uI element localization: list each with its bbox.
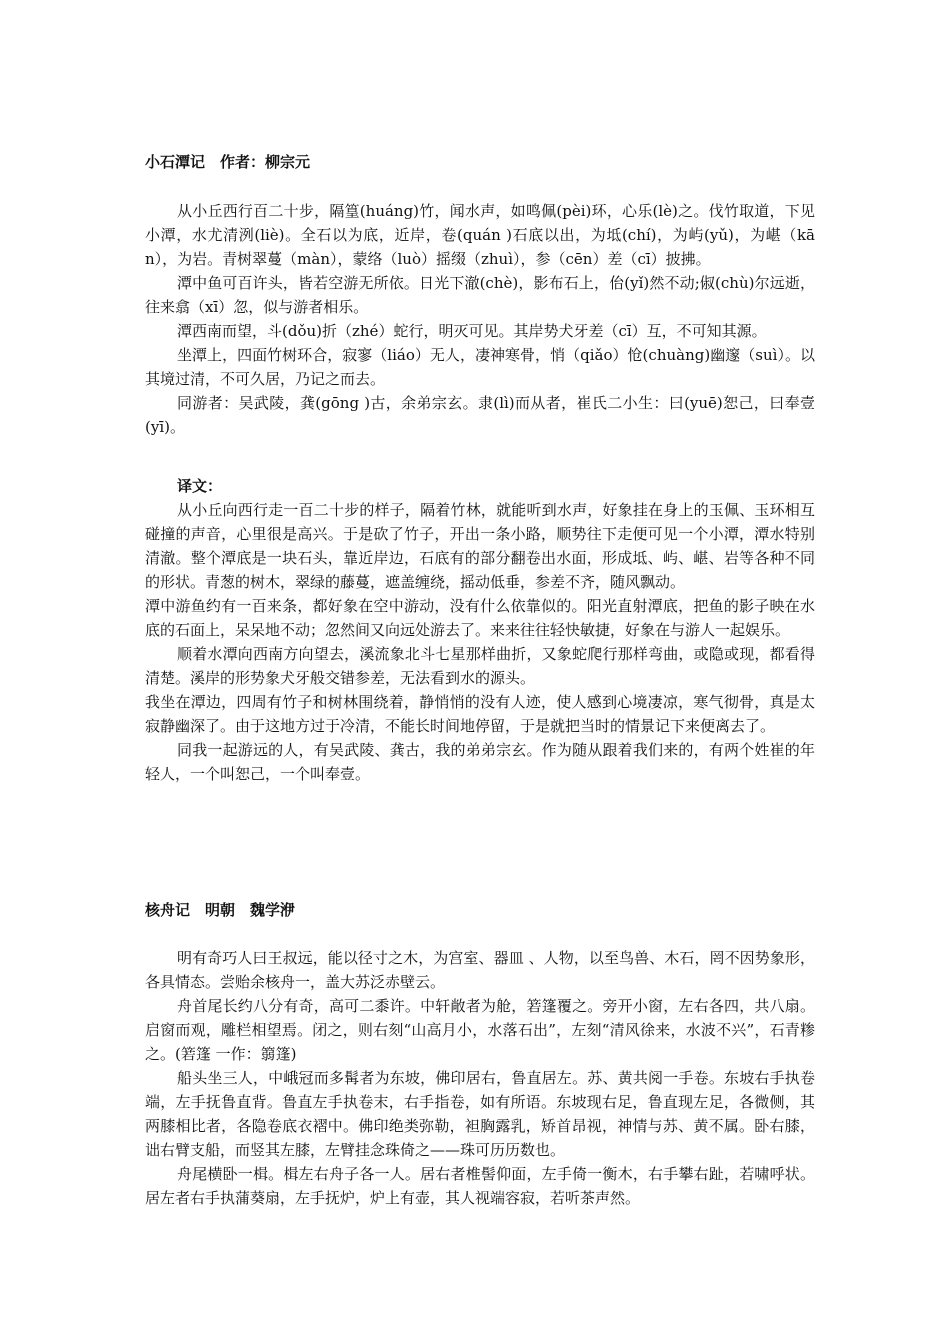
translation-paragraph: 潭中游鱼约有一百来条，都好象在空中游动，没有什么依靠似的。阳光直射潭底，把鱼的影子映在水底的石面上，呆呆地不动；忽然间又向远处游去了。来来往往轻快敏捷，好象在与游人一起娱乐。 <box>145 597 815 639</box>
xiaoshitan-paragraph: 坐潭上，四面竹树环合，寂寥（liáo）无人，凄神寒骨，悄（qiǎo）怆(chuàng)幽邃（suì）。以其境过清，不可久居，乃记之而去。 <box>145 346 815 388</box>
hezhouji-paragraph: 明有奇巧人曰王叔远，能以径寸之木，为宫室、器皿 、人物，以至鸟兽、木石，罔不因势象形，各具情态。尝贻余核舟一，盖大苏泛赤壁云。 <box>145 949 815 991</box>
translation-paragraph: 从小丘向西行走一百二十步的样子，隔着竹林，就能听到水声，好象挂在身上的玉佩、玉环相互碰撞的声音，心里很是高兴。于是砍了竹子，开出一条小路，顺势往下走便可见一个小潭，潭水特别清澈。整个潭底是一块石头，靠近岸边，石底有的部分翻卷出水面，形成坻、屿、嵁、岩等各种不同的形状。青葱的树木，翠绿的藤蔓，遮盖缠绕，摇动低垂，参差不齐，随风飘动。 <box>145 501 815 591</box>
hezhouji-paragraph: 舟尾横卧一楫。楫左右舟子各一人。居右者椎髻仰面，左手倚一衡木，右手攀右趾，若啸呼状。居左者右手执蒲葵扇，左手抚炉，炉上有壶，其人视端容寂，若听茶声然。 <box>145 1165 815 1207</box>
translation-section <box>145 474 815 786</box>
xiaoshitan-title: 小石潭记 作者：柳宗元 <box>145 153 311 171</box>
hezhouji-paragraph: 船头坐三人，中峨冠而多髯者为东坡，佛印居右，鲁直居左。苏、黄共阅一手卷。东坡右手执卷端，左手抚鲁直背。鲁直左手执卷末，右手指卷，如有所语。东坡现右足，鲁直现左足，各微侧，其两膝相比者，各隐卷底衣褶中。佛印绝类弥勒，袒胸露乳，矫首昂视，神情与苏、黄不属。卧右膝，诎右臂支船，而竖其左膝，左臂挂念珠倚之——珠可历历数也。 <box>145 1069 815 1159</box>
translation-paragraph: 我坐在潭边，四周有竹子和树林围绕着，静悄悄的没有人迹，使人感到心境凄凉，寒气彻骨，真是太寂静幽深了。由于这地方过于冷清，不能长时间地停留，于是就把当时的情景记下来便离去了。 <box>145 693 815 735</box>
translation-label: 译文： <box>177 477 223 495</box>
xiaoshitan-paragraph: 从小丘西行百二十步，隔篁(huáng)竹，闻水声，如鸣佩(pèi)环，心乐(lè)之。伐竹取道，下见小潭，水尤清洌(liè)。全石以为底，近岸，卷(quán )石底以出，为坻(chí)，为屿(yǔ)，为嵁（kān），为岩。青树翠蔓（màn），蒙络（luò）摇缀（zhuì），参（cēn）差（cī）披拂。 <box>145 202 815 268</box>
xiaoshitan-paragraph: 同游者：吴武陵，龚(gōng )古，余弟宗玄。隶(lì)而从者，崔氏二小生：曰(yuē)恕己，曰奉壹(yī)。 <box>145 394 815 436</box>
translation-paragraph: 同我一起游远的人，有吴武陵、龚古，我的弟弟宗玄。作为随从跟着我们来的，有两个姓崔的年轻人，一个叫恕己，一个叫奉壹。 <box>145 741 815 783</box>
hezhouji-body <box>145 946 815 1210</box>
translation-paragraph: 顺着水潭向西南方向望去，溪流象北斗七星那样曲折，又象蛇爬行那样弯曲，或隐或现，都看得清楚。溪岸的形势象犬牙般交错参差，无法看到水的源头。 <box>145 645 815 687</box>
hezhouji-paragraph: 舟首尾长约八分有奇，高可二黍许。中轩敞者为舱，箬篷覆之。旁开小窗，左右各四，共八扇。启窗而观，雕栏相望焉。闭之，则右刻“山高月小，水落石出”，左刻“清风徐来，水波不兴”，石青糁之。(箬篷 一作：篛篷) <box>145 997 815 1063</box>
hezhouji-title: 核舟记 明朝 魏学洢 <box>145 901 296 919</box>
xiaoshitan-paragraph: 潭中鱼可百许头，皆若空游无所依。日光下澈(chè)，影布石上，佁(yǐ)然不动;俶(chù)尔远逝，往来翕（xī）忽，似与游者相乐。 <box>145 274 815 316</box>
xiaoshitan-paragraph: 潭西南而望，斗(dǒu)折（zhé）蛇行，明灭可见。其岸势犬牙差（cī）互，不可知其源。 <box>177 322 767 340</box>
xiaoshitan-body <box>145 199 815 439</box>
